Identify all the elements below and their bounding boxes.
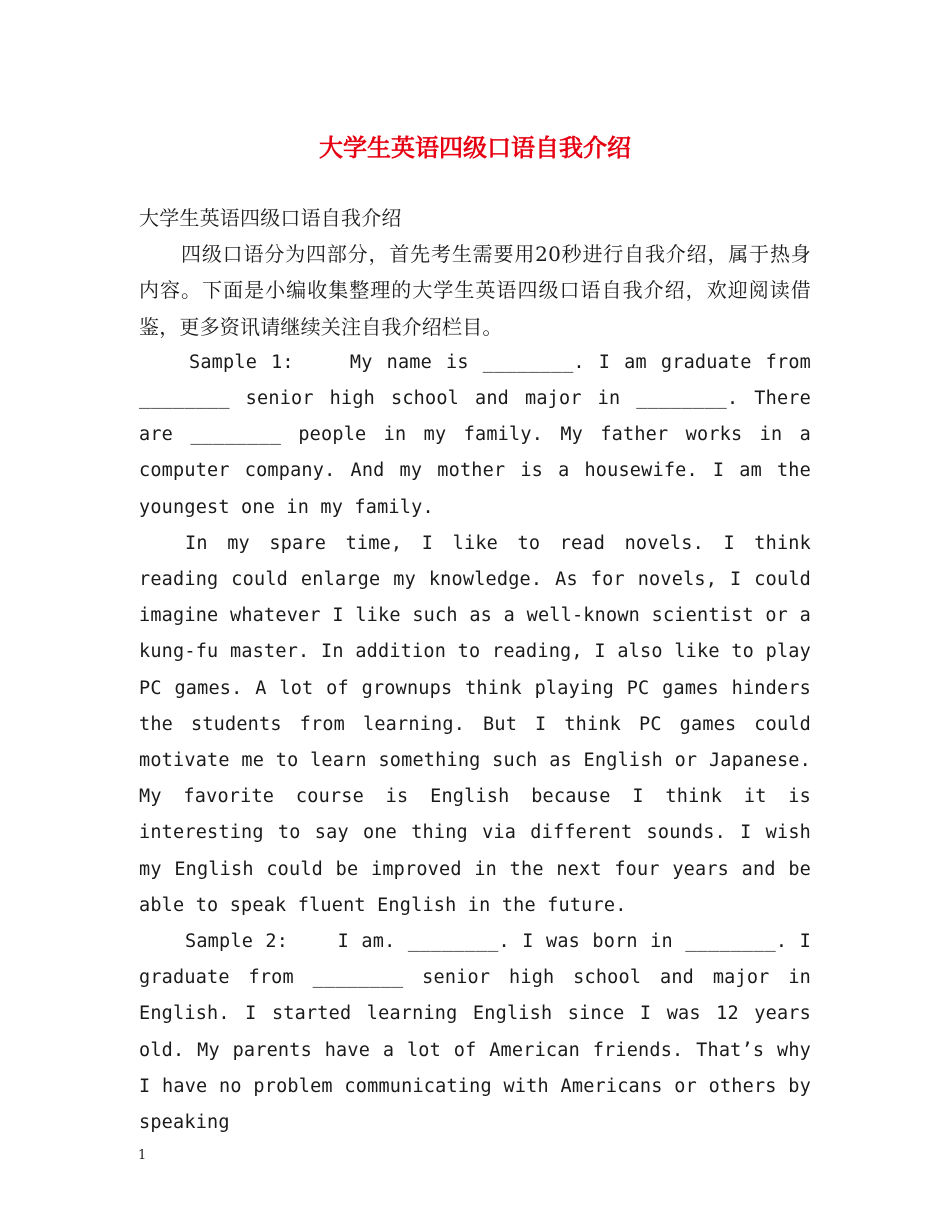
document-title: 大学生英语四级口语自我介绍 bbox=[319, 133, 631, 162]
document-subtitle: 大学生英语四级口语自我介绍 bbox=[139, 206, 402, 230]
spare-time-paragraph: In my spare time, I like to read novels. I think reading could enlarge my knowledge. As for novels, I could imagine whatever I like such as a well-known scientist or a kung-fu master. In addition to reading, I also like to play PC games. A lot of grownups think playing PC games hinders the students from learning. But I think PC games could motivate me to learn something such as English or Japanese. My favorite course is English because I think it is interesting to say one thing via different sounds. I wish my English could be improved in the next four years and be able to speak fluent English in the future. bbox=[139, 532, 811, 916]
page-number: 1 bbox=[138, 1148, 147, 1163]
sample-1-paragraph: Sample 1: My name is ________. I am graduate from ________ senior high school and major in ________. There are ________ people in my family. My father works in a computer company. And my mother is a housewife. I am the youngest one in my family. bbox=[139, 351, 823, 518]
sample-2-paragraph: Sample 2: I am. ________. I was born in ________. I graduate from ________ senior high school and major in English. I started learning English since I was 12 years old. My parents have a lot of American friends. That’s why I have no problem communicating with Americans or others by speaking bbox=[139, 931, 823, 1134]
document-body bbox=[139, 200, 823, 1141]
intro-paragraph: 四级口语分为四部分，首先考生需要用20秒进行自我介绍，属于热身内容。下面是小编收集整理的大学生英语四级口语自我介绍，欢迎阅读借鉴，更多资讯请继续关注自我介绍栏目。 bbox=[139, 242, 811, 339]
